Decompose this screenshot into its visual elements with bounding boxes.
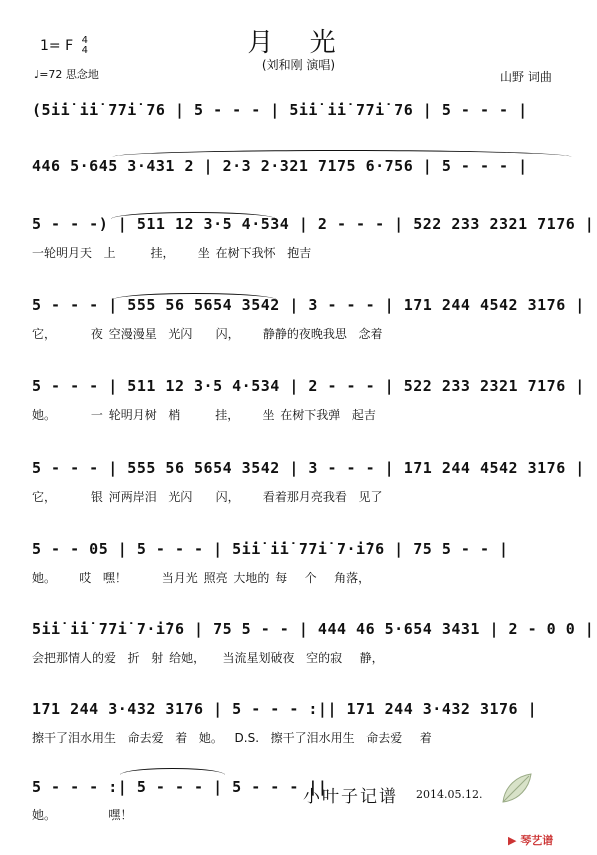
song-subtitle: (刘和刚 演唱): [261, 58, 336, 72]
lyrics-row-7: 她。 哎 嘿！ 当月光 照亮 大地的 每 个 角落，: [32, 571, 371, 585]
notation-row-10: 5 - - - :| 5 - - - | 5 - - - ||: [32, 778, 328, 796]
notation-row-2: 446 5·645 3·431 2 | 2·3 2·321 7175 6·756 | 5 - - - |: [32, 157, 528, 175]
lyrics-row-8: 会把那情人的爱 折 射 给她， 当流星划破夜 空的寂 静，: [32, 651, 384, 665]
time-top: 4: [81, 35, 88, 46]
notation-row-6: 5 - - - | 555 56 5654 3542 | 3 - - - | 171 244 4542 3176 |: [32, 459, 585, 477]
notation-row-1: (5i̇i̇ i̇i̇ 77i̇ 76 | 5 - - - | 5i̇i̇ i̇i̇ 77i̇ 76 | 5 - - - |: [32, 101, 528, 119]
notation-row-4: 5 - - - | 555 56 5654 3542 | 3 - - - | 171 244 4542 3176 |: [32, 296, 585, 314]
composer-credit: 山野 词曲: [500, 70, 552, 84]
logo-icon: ▶: [508, 834, 517, 847]
key-signature: [40, 36, 88, 56]
slur-arc: [112, 293, 277, 300]
song-title: 月 光: [247, 28, 350, 58]
leaf-icon: [495, 768, 535, 812]
transcription-date: 2014.05.12.: [416, 788, 483, 801]
tie-arc: [112, 150, 572, 157]
notation-row-9: 171 244 3·432 3176 | 5 - - - :|| 171 244 3·432 3176 |: [32, 700, 538, 718]
transcriber-signature: 小叶子记谱: [303, 787, 398, 807]
lyrics-row-4: 它， 夜 空漫漫星 光闪 闪， 静静的夜晚我思 念着: [32, 327, 383, 341]
lyrics-row-5: 她。 一 轮明月树 梢 挂， 坐 在树下我弹 起吉: [32, 408, 376, 422]
lyrics-row-3: 一轮明月天 上 挂， 坐 在树下我怀 抱吉: [32, 246, 312, 260]
tie-arc: [120, 768, 225, 775]
site-logo: [508, 832, 553, 848]
key-text: 1= F: [40, 38, 74, 54]
notation-row-7: 5 - - 05 | 5 - - - | 5i̇i̇ i̇i̇ 77i̇ 7·i̇76 | 75 5 - - |: [32, 540, 509, 558]
tempo-marking: ♩=72 思念地: [34, 68, 99, 81]
time-bottom: 4: [81, 45, 88, 56]
notation-row-3: 5 - - -) | 511 12 3·5 4·534 | 2 - - - | 522 233 2321 7176 |: [32, 215, 595, 233]
slur-arc: [111, 212, 276, 219]
lyrics-row-6: 它， 银 河两岸泪 光闪 闪， 看着那月亮我看 见了: [32, 490, 383, 504]
lyrics-row-9: 擦干了泪水用生 命去爱 着 她。 D.S. 擦干了泪水用生 命去爱 着: [32, 731, 432, 745]
logo-text: 琴艺谱: [520, 834, 554, 847]
lyrics-row-10: 她。 嘿！: [32, 808, 133, 822]
notation-row-5: 5 - - - | 511 12 3·5 4·534 | 2 - - - | 522 233 2321 7176 |: [32, 377, 585, 395]
notation-row-8: 5i̇i̇ i̇i̇ 77i̇ 7·i̇76 | 75 5 - - | 444 46 5·654 3431 | 2 - 0 0 |: [32, 620, 595, 638]
time-signature: [82, 36, 88, 56]
